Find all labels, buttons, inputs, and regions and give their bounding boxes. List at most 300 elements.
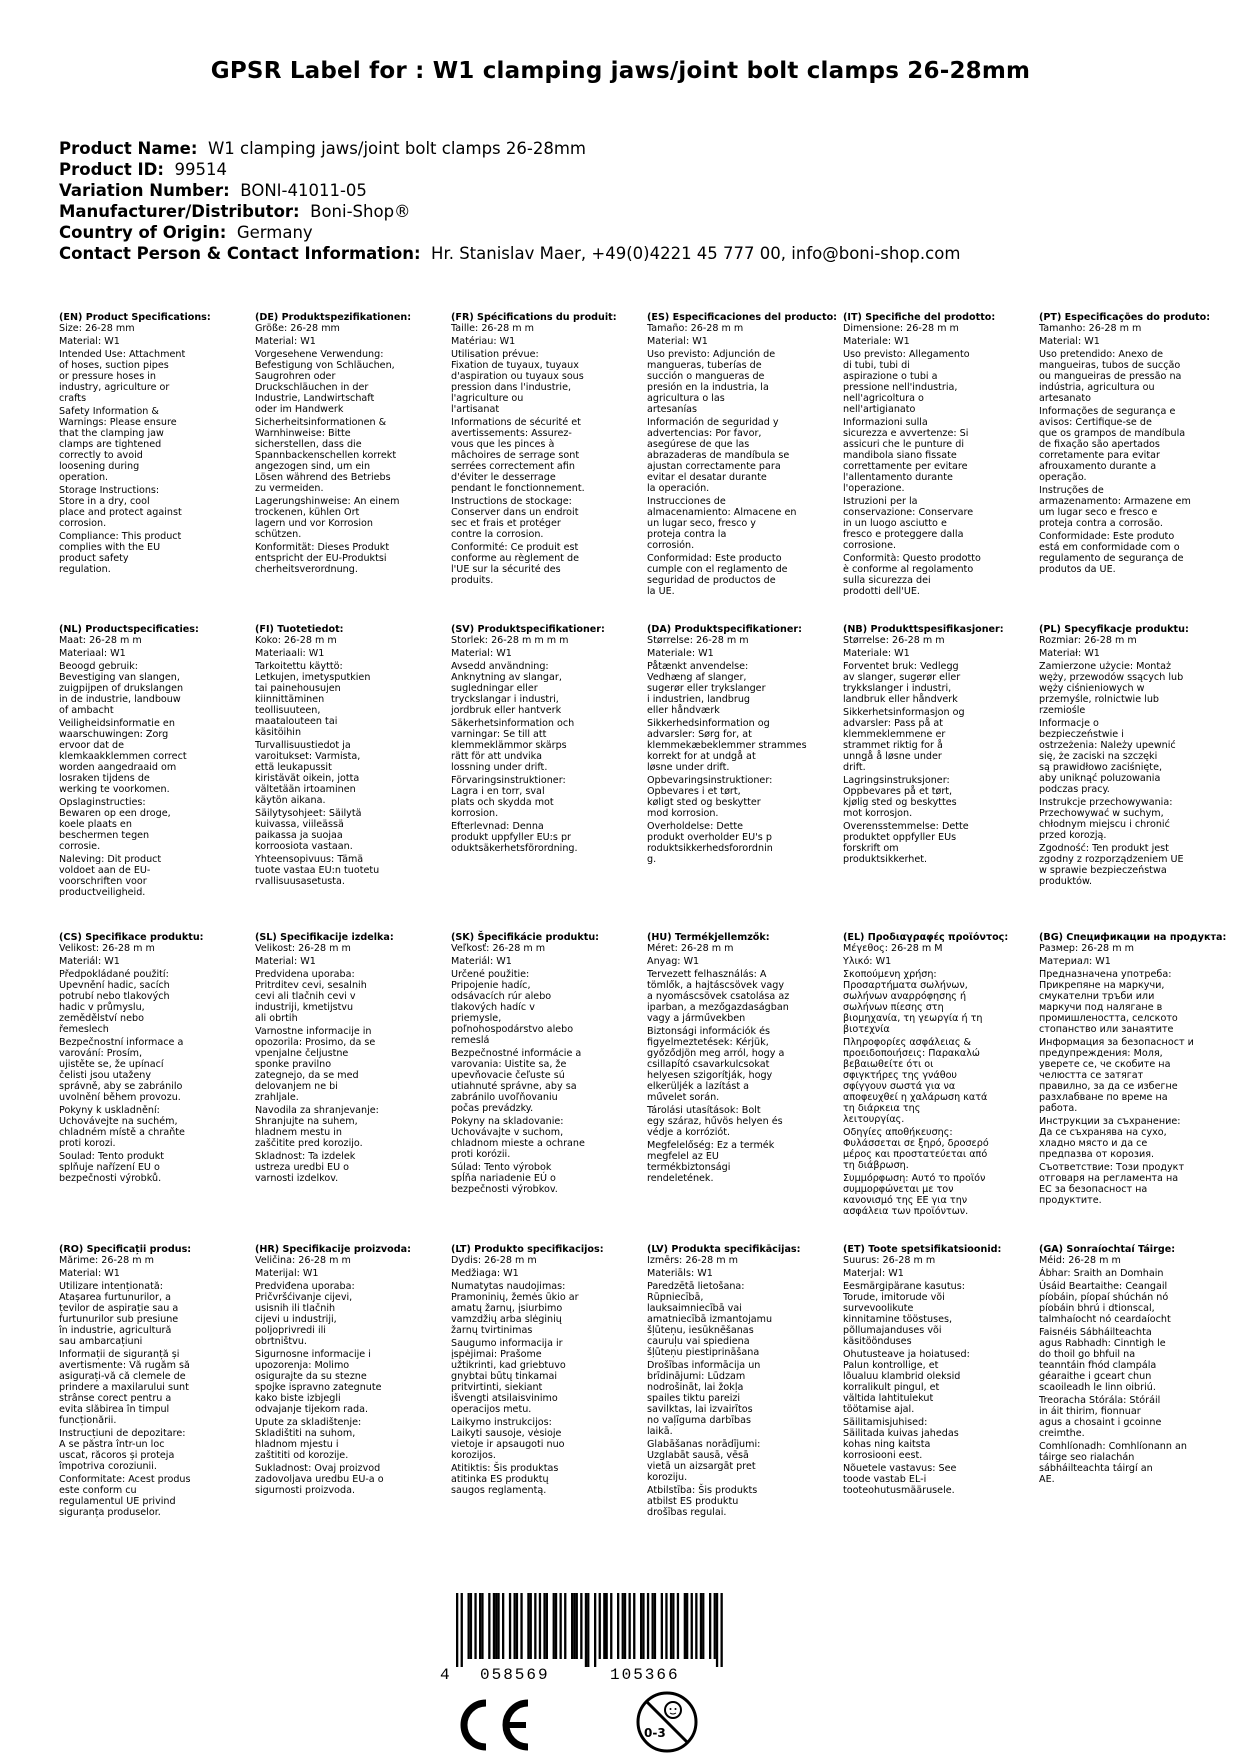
spec-line: produkt uppfyller EU:s pr	[451, 832, 572, 843]
spec-line: place and protect against	[59, 507, 182, 518]
spec-line: Storlek: 26-28 m m m m	[451, 635, 569, 646]
spec-paragraph	[1039, 956, 1229, 967]
spec-line: lossning under drift.	[451, 762, 548, 773]
spec-line: trockenen, kühlen Ort	[255, 507, 360, 518]
spec-line: landbruk eller håndverk	[843, 694, 958, 705]
spec-paragraph	[451, 542, 641, 586]
spec-line: Υλικό: W1	[843, 956, 892, 967]
spec-line: kiristävät oikein, jotta	[255, 773, 360, 784]
spec-paragraph	[255, 1105, 445, 1149]
spec-line: vamzdžių arba slėginių	[451, 1314, 562, 1325]
spec-line: hadic v průmyslu,	[59, 1002, 145, 1013]
spec-line: evita slăbirea în timpul	[59, 1404, 170, 1415]
spec-line: Efterlevnad: Denna	[451, 821, 544, 832]
barcode-bar	[564, 1593, 566, 1659]
spec-paragraph	[59, 797, 249, 852]
spec-line: käsitöönduses	[843, 1336, 912, 1347]
spec-line: Koko: 26-28 m m	[255, 635, 337, 646]
spec-line: mandibola siano fissate	[843, 450, 957, 461]
spec-line: ustreza uredbi EU o	[255, 1162, 350, 1173]
spec-line: almacenamiento: Almacene en	[647, 507, 797, 518]
spec-paragraph	[255, 635, 445, 646]
spec-paragraph	[59, 648, 249, 659]
spec-line: fresco e proteggere dalla	[843, 529, 964, 540]
spec-line: of hoses, suction pipes	[59, 360, 169, 371]
spec-line: talmhaíocht nó ceardaíocht	[1039, 1314, 1171, 1325]
spec-line: chladném místě a chraňte	[59, 1127, 185, 1138]
spec-line: mangueras, tuberías de	[647, 360, 762, 371]
spec-line: Πληροφορίες ασφάλειας &	[843, 1037, 971, 1048]
info-value: Hr. Stanislav Maer, +49(0)4221 45 777 00, info@boni-shop.com	[431, 244, 961, 263]
info-value: Boni-Shop®	[310, 202, 411, 221]
spec-line: Instruções de	[1039, 485, 1104, 496]
spec-line: Warnhinweise: Bitte	[255, 428, 351, 439]
spec-line: mod korrosion.	[647, 808, 719, 819]
spec-line: corrosion.	[59, 518, 107, 529]
barcode-bar	[633, 1593, 635, 1659]
spec-line: g.	[647, 854, 657, 865]
spec-line: géaraithe i gceart chun	[1039, 1371, 1152, 1382]
spec-line: agricultura o las	[647, 393, 725, 404]
spec-line: Bezpečnostní informace a	[59, 1037, 184, 1048]
spec-line: Sicherheitsinformationen &	[255, 417, 387, 428]
spec-line: advarsler: Pass på at	[843, 718, 944, 729]
spec-line: Numatytas naudojimas:	[451, 1281, 566, 1292]
spec-line: atitinka ES produktų	[451, 1474, 549, 1485]
spec-line: Pramoninių, žemės ūkio ar	[451, 1292, 579, 1303]
spec-line: Druckschläuchen in der	[255, 382, 369, 393]
spec-paragraph	[255, 1349, 445, 1415]
barcode-bar	[497, 1593, 499, 1659]
barcode-bar	[624, 1593, 626, 1659]
spec-paragraph	[59, 1474, 249, 1518]
spec-line: sigurnosti proizvoda.	[255, 1485, 355, 1496]
spec-line: correctly to avoid	[59, 450, 143, 461]
spec-heading: (EN) Product Specifications:	[59, 312, 211, 323]
spec-line: in áit thirim, fionnuar	[1039, 1406, 1141, 1417]
spec-line: avertismente: Vă rugăm să	[59, 1360, 190, 1371]
spec-line: Инструкции за съхранение:	[1039, 1116, 1181, 1127]
spec-line: Material: W1	[59, 1268, 120, 1279]
spec-line: tlakových hadíc v	[451, 1002, 535, 1013]
spec-line: varoitukset: Varmista,	[255, 751, 361, 762]
spec-line: sulla sicurezza dei	[843, 575, 931, 586]
spec-paragraph	[843, 1281, 1033, 1347]
barcode-bar	[610, 1593, 612, 1659]
spec-line: paikassa ja suojaa	[255, 830, 343, 841]
spec-line: sicurezza e avvertenze: Si	[843, 428, 969, 439]
spec-line: opozorila: Prosimo, da se	[255, 1037, 376, 1048]
spec-line: Istruzioni per la	[843, 496, 918, 507]
barcode-bar	[573, 1593, 575, 1659]
spec-line: regulation.	[59, 564, 111, 575]
spec-line: bezpieczeństwie i	[1039, 729, 1124, 740]
spec-line: d'éviter le desserrage	[451, 472, 556, 483]
spec-section	[59, 624, 249, 900]
spec-line: Utilisation prévue:	[451, 349, 539, 360]
spec-line: korralikult pingul, et	[843, 1382, 940, 1393]
spec-line: A se păstra într-un loc	[59, 1439, 165, 1450]
spec-section	[255, 932, 445, 1186]
spec-paragraph	[647, 1026, 837, 1103]
spec-line: разхлабване по време на	[1039, 1092, 1168, 1103]
spec-line: Navodila za shranjevanje:	[255, 1105, 379, 1116]
spec-line: tömlők, a hajtáscsövek vagy	[647, 980, 785, 991]
spec-paragraph	[647, 775, 837, 819]
spec-paragraph	[647, 1360, 837, 1437]
spec-line: kako biste izbjegli	[255, 1393, 341, 1404]
spec-line: sugerør eller trykslanger	[647, 683, 766, 694]
info-row	[59, 201, 1209, 222]
spec-line: Saugrohren oder	[255, 371, 336, 382]
spec-line: Säilitamisjuhised:	[843, 1417, 928, 1428]
spec-line: crafts	[59, 393, 87, 404]
spec-line: Instrucțiuni de depozitare:	[59, 1428, 186, 1439]
spec-line: upozorenja: Molimo	[255, 1360, 350, 1371]
spec-line: indústria, agricultura ou	[1039, 382, 1155, 393]
spec-paragraph	[451, 1255, 641, 1266]
spec-line: korozijos.	[451, 1450, 496, 1461]
spec-line: zategnejo, da se med	[255, 1070, 359, 1081]
spec-line: delovanjem ne bi	[255, 1081, 338, 1092]
spec-line: Materiāls: W1	[647, 1268, 713, 1279]
spec-paragraph	[255, 1281, 445, 1347]
spec-section	[451, 932, 641, 1197]
spec-paragraph	[59, 1428, 249, 1472]
spec-line: proteja contra la	[647, 529, 727, 540]
spec-paragraph	[451, 1162, 641, 1195]
spec-paragraph	[843, 1173, 1033, 1217]
barcode-bar	[520, 1593, 522, 1659]
spec-paragraph	[647, 661, 837, 716]
spec-line: počas prevádzky.	[451, 1103, 534, 1114]
barcode-bar	[481, 1593, 483, 1659]
spec-line: av slanger, sugerør eller	[843, 672, 961, 683]
info-value: Germany	[236, 223, 313, 242]
spec-line: vous que les pinces à	[451, 439, 555, 450]
spec-paragraph	[1039, 531, 1229, 575]
spec-line: rätt för att undvika	[451, 751, 542, 762]
spec-line: chłodnym miejscu i chronić	[1039, 819, 1170, 830]
spec-line: regulamentul UE privind	[59, 1496, 176, 1507]
spec-heading: (PL) Specyfikacje produktu:	[1039, 624, 1189, 635]
spec-line: Eesmärgipärane kasutus:	[843, 1281, 965, 1292]
spec-line: Säilytysohjeet: Säilytä	[255, 808, 362, 819]
spec-line: käytön aikana.	[255, 795, 326, 806]
barcode-bar	[670, 1593, 672, 1659]
spec-paragraph	[59, 531, 249, 575]
spec-line: Skladnost: Ta izdelek	[255, 1151, 356, 1162]
spec-line: Informations de sécurité et	[451, 417, 581, 428]
spec-line: Bezpečnostné informácie a	[451, 1048, 582, 1059]
spec-paragraph	[1039, 1281, 1229, 1325]
spec-heading: (NL) Productspecificaties:	[59, 624, 199, 635]
barcode-bar	[721, 1593, 723, 1667]
spec-line: spailes tiktu pareizi	[647, 1393, 741, 1404]
spec-heading: (RO) Specificații produs:	[59, 1244, 192, 1255]
spec-line: σφιγκτήρες της γνάθου	[843, 1070, 957, 1081]
spec-paragraph	[647, 1255, 837, 1266]
spec-line: Overensstemmelse: Dette	[843, 821, 969, 832]
barcode-bar	[629, 1593, 631, 1659]
spec-line: odvajanje tijekom rada.	[255, 1404, 369, 1415]
spec-line: egy száraz, hűvös helyen és	[647, 1116, 783, 1127]
spec-line: Säilitada kuivas jahedas	[843, 1428, 959, 1439]
spec-line: užtikrinti, kad griebtuvo	[451, 1360, 566, 1371]
barcode-bar	[470, 1593, 472, 1659]
spec-line: Materiale: W1	[647, 648, 714, 659]
spec-line: pritvirtinti, siekiant	[451, 1382, 543, 1393]
spec-paragraph	[647, 718, 837, 773]
spec-paragraph	[255, 1026, 445, 1103]
spec-paragraph	[647, 648, 837, 659]
info-row	[59, 159, 1209, 180]
barcode-bar	[553, 1593, 555, 1659]
spec-paragraph	[1039, 406, 1229, 483]
spec-line: λειτουργίας.	[843, 1114, 905, 1125]
spec-line: brīdinājumi: Lūdzam	[647, 1371, 746, 1382]
spec-line: upevňovacie čeľuste sú	[451, 1070, 565, 1081]
spec-paragraph	[647, 1105, 837, 1138]
spec-paragraph	[451, 349, 641, 415]
spec-heading: (BG) Спецификации на продукта:	[1039, 932, 1227, 943]
spec-line: Faisnéis Sábháilteachta	[1039, 1327, 1152, 1338]
spec-paragraph	[843, 553, 1033, 597]
spec-line: conforme au règlement de	[451, 553, 579, 564]
spec-paragraph	[451, 1048, 641, 1114]
spec-line: survevoolikute	[843, 1303, 914, 1314]
spec-line: Warnings: Please ensure	[59, 417, 177, 428]
spec-line: sec et frais et protéger	[451, 518, 561, 529]
spec-paragraph	[59, 661, 249, 716]
spec-paragraph	[647, 553, 837, 597]
spec-line: Pritrditev cevi, sesalnih	[255, 980, 367, 991]
spec-paragraph	[59, 485, 249, 529]
spec-line: są prawidłowo zaciśnięte,	[1039, 762, 1163, 773]
spec-paragraph	[255, 808, 445, 852]
spec-paragraph	[59, 406, 249, 483]
spec-line: смукателни тръби или	[1039, 991, 1155, 1002]
spec-line: kuivassa, viileässä	[255, 819, 344, 830]
spec-line: abrazaderas de mandíbula se	[647, 450, 790, 461]
barcode-bar	[654, 1593, 656, 1659]
spec-line: Instrukcje przechowywania:	[1039, 797, 1173, 808]
barcode-bar	[534, 1593, 536, 1659]
spec-heading: (LV) Produkta specifikācijas:	[647, 1244, 801, 1255]
spec-line: no vaļīguma darbības	[647, 1415, 751, 1426]
spec-section	[843, 624, 1033, 867]
spec-line: țevilor de aspirație sau a	[59, 1303, 179, 1314]
barcode-bar	[702, 1593, 704, 1659]
spec-line: forskrift om	[843, 843, 899, 854]
spec-line: podczas pracy.	[1039, 784, 1110, 795]
spec-line: aspirazione o tubi a	[843, 371, 938, 382]
spec-line: Fixation de tuyaux, tuyaux	[451, 360, 579, 371]
spec-line: уверете се, че скобите на	[1039, 1059, 1171, 1070]
spec-line: Uchovávajte v suchom,	[451, 1127, 564, 1138]
spec-line: vietā un aizsargāt pret	[647, 1461, 756, 1472]
spec-line: AE.	[1039, 1474, 1055, 1485]
barcode-digits-middle: 058569	[480, 1666, 550, 1683]
spec-line: sábháilteachta táirgí an	[1039, 1463, 1153, 1474]
spec-line: operation.	[59, 472, 109, 483]
spec-line: Materiaal: W1	[59, 648, 126, 659]
spec-line: creimthe.	[1039, 1428, 1085, 1439]
spec-section	[451, 312, 641, 588]
barcode-bar	[543, 1593, 545, 1659]
info-label: Product Name:	[59, 139, 198, 158]
barcode-digits-right: 105366	[610, 1666, 680, 1683]
spec-line: Tamaño: 26-28 m m	[647, 323, 744, 334]
spec-line: Съответствие: Този продукт	[1039, 1162, 1185, 1173]
spec-section	[59, 932, 249, 1186]
spec-paragraph	[451, 1338, 641, 1415]
spec-line: Velikost: 26-28 m m	[255, 943, 351, 954]
spec-line: Biztonsági információk és	[647, 1026, 770, 1037]
barcode-bar	[642, 1593, 644, 1659]
spec-line: Material: W1	[255, 956, 316, 967]
spec-line: išvengti atsilaisvinimo	[451, 1393, 558, 1404]
spec-line: cevi ali tlačnih cevi v	[255, 991, 356, 1002]
spec-paragraph	[451, 417, 641, 494]
barcode-bar	[461, 1593, 463, 1667]
barcode-bar	[647, 1593, 649, 1659]
barcode-bar	[493, 1593, 495, 1659]
spec-paragraph	[255, 336, 445, 347]
spec-line: käsitöihin	[255, 727, 302, 738]
spec-line: lauksaimniecībā vai	[647, 1303, 742, 1314]
info-label: Variation Number:	[59, 181, 230, 200]
spec-line: Overholdelse: Dette	[647, 821, 744, 832]
spec-paragraph	[255, 496, 445, 540]
spec-line: Materiał: W1	[1039, 648, 1100, 659]
spec-line: Méid: 26-28 m m	[1039, 1255, 1121, 1266]
spec-line: Size: 26-28 mm	[59, 323, 135, 334]
spec-heading: (SL) Specifikacije izdelka:	[255, 932, 394, 943]
spec-paragraph	[843, 661, 1033, 705]
spec-line: Οδηγίες αποθήκευσης:	[843, 1127, 953, 1138]
spec-section	[59, 1244, 249, 1520]
spec-paragraph	[843, 707, 1033, 773]
spec-paragraph	[451, 336, 641, 347]
spec-paragraph	[843, 1417, 1033, 1461]
spec-line: cijevi u industriji,	[255, 1314, 337, 1325]
spec-line: védje a korróziót.	[647, 1127, 731, 1138]
spec-line: Größe: 26-28 mm	[255, 323, 340, 334]
barcode-bar	[468, 1593, 470, 1659]
barcode-bar	[603, 1593, 605, 1659]
spec-line: Zgodność: Ten produkt jest	[1039, 843, 1169, 854]
spec-line: Størrelse: 26-28 m m	[843, 635, 945, 646]
spec-line: korrosion.	[451, 808, 499, 819]
spec-paragraph	[255, 854, 445, 887]
spec-line: seguridad de productos de	[647, 575, 776, 586]
spec-line: mangueiras, tubos de sucção	[1039, 360, 1181, 371]
barcode-bar	[714, 1593, 716, 1659]
spec-line: Vedhæng af slanger,	[647, 672, 747, 683]
spec-line: Safety Information &	[59, 406, 159, 417]
spec-line: kohas ning kaitsta	[843, 1439, 931, 1450]
spec-paragraph	[255, 349, 445, 415]
spec-paragraph	[647, 956, 837, 967]
spec-line: korroosiota vastaan.	[255, 841, 353, 852]
spec-line: or pressure hoses in	[59, 371, 156, 382]
spec-line: Pripojenie hadíc,	[451, 980, 531, 991]
spec-line: bezpečnosti výrobkov.	[451, 1184, 558, 1195]
spec-paragraph	[1039, 1162, 1229, 1206]
spec-line: Tamanho: 26-28 m m	[1039, 323, 1142, 334]
spec-line: pression dans l'industrie,	[451, 382, 572, 393]
spec-line: rzemiośle	[1039, 705, 1086, 716]
spec-paragraph	[843, 1349, 1033, 1415]
ce-mark-icon	[452, 1697, 532, 1753]
spec-paragraph	[843, 1463, 1033, 1496]
spec-line: Úsáid Beartaithe: Ceangail	[1039, 1281, 1168, 1292]
spec-line: conservazione: Conservare	[843, 507, 974, 518]
barcode-bar	[695, 1593, 697, 1659]
spec-line: Zamierzone użycie: Montaż	[1039, 661, 1172, 672]
spec-line: Velikost: 26-28 m m	[59, 943, 155, 954]
spec-paragraph	[843, 775, 1033, 819]
barcode-digit-left: 4	[440, 1666, 450, 1683]
spec-line: de fixação são apertados	[1039, 439, 1160, 450]
spec-paragraph	[451, 1417, 641, 1461]
barcode-bar	[495, 1593, 497, 1659]
spec-line: corrosión.	[647, 540, 695, 551]
spec-line: Uso previsto: Adjunción de	[647, 349, 776, 360]
spec-line: κανονισμό της ΕΕ για την	[843, 1195, 968, 1206]
info-value: W1 clamping jaws/joint bolt clamps 26-28mm	[207, 139, 586, 158]
spec-line: industriji, kmetijstvu	[255, 1002, 354, 1013]
spec-line: vagy a járművekben	[647, 1013, 746, 1024]
spec-line: sau ambarcațiuni	[59, 1336, 143, 1347]
spec-line: ujistěte se, že upínací	[59, 1059, 164, 1070]
spec-paragraph	[843, 349, 1033, 415]
spec-line: Uchovávejte na suchém,	[59, 1116, 178, 1127]
spec-line: osigurajte da su stezne	[255, 1371, 367, 1382]
spec-line: Veiligheidsinformatie en	[59, 718, 175, 729]
barcode-bar	[599, 1593, 601, 1659]
spec-line: do thoil go bhfuil na	[1039, 1349, 1136, 1360]
spec-line: drošības regulai.	[647, 1507, 727, 1518]
spec-line: schützen.	[255, 529, 302, 540]
barcode-bar	[672, 1593, 674, 1659]
barcode-bar	[691, 1593, 693, 1659]
spec-line: poljoprivredi ili	[255, 1325, 326, 1336]
spec-line: elkerüljék a lazítást a	[647, 1081, 750, 1092]
spec-line: Maat: 26-28 m m	[59, 635, 142, 646]
spec-heading: (IT) Specifiche del prodotto:	[843, 312, 996, 323]
spec-line: Treoracha Stórála: Stóráil	[1039, 1395, 1161, 1406]
spec-line: utiahnuté správne, aby sa	[451, 1081, 577, 1092]
spec-line: tryckslangar i industri,	[451, 694, 559, 705]
spec-line: Bewaren op een droge,	[59, 808, 171, 819]
spec-paragraph	[647, 821, 837, 865]
spec-line: Opbevares i et tørt,	[647, 786, 741, 797]
spec-line: laikā.	[647, 1426, 673, 1437]
spec-heading: (LT) Produkto specifikacijos:	[451, 1244, 604, 1255]
spec-paragraph	[843, 943, 1033, 954]
spec-line: prindere a maxilarului sunt	[59, 1382, 189, 1393]
spec-paragraph	[843, 1268, 1033, 1279]
spec-line: Uso pretendido: Anexo de	[1039, 349, 1164, 360]
spec-line: avertissements: Assurez-	[451, 428, 572, 439]
spec-line: vpenjalne čeljustne	[255, 1048, 349, 1059]
spec-line: artesanato	[1039, 393, 1091, 404]
spec-line: Yhteensopivuus: Tämä	[255, 854, 364, 865]
info-row	[59, 243, 1209, 264]
spec-line: correttamente per evitare	[843, 461, 968, 472]
